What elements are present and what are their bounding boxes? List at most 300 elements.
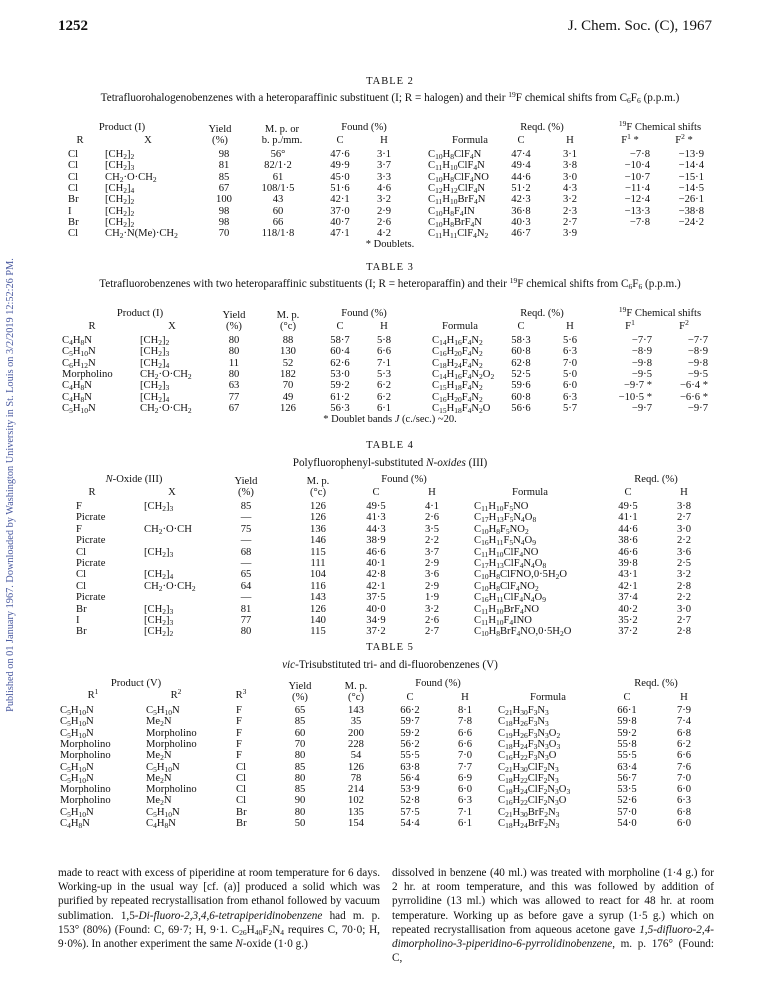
table-cell: F: [236, 727, 242, 739]
column-header: $R^3$: [235, 687, 247, 701]
table-cell: $C_{10}H_8BrF_4N$: [428, 216, 482, 229]
table-cell: $C_{15}H_{18}F_4N_2$: [432, 380, 483, 393]
table-cell: 130: [280, 346, 296, 358]
table-cell: 7·0: [676, 772, 692, 784]
column-header: Reqd. (%): [634, 678, 678, 689]
table-cell: $CH_2\cdot O\cdot CH_2$: [140, 368, 192, 381]
table-cell: 98: [218, 205, 230, 217]
table-cell: 54: [350, 750, 362, 762]
table-cell: 116: [310, 580, 326, 592]
table-cell: $C_{16}H_{11}ClF_4N_4O_9$: [474, 592, 546, 605]
column-header: C: [623, 692, 631, 703]
column-header: $F^2$ *: [675, 132, 693, 146]
table-cell: 57·5: [400, 806, 420, 818]
table-cell: −6·4 *: [679, 380, 708, 392]
table-cell: 43: [272, 194, 284, 206]
column-header: Reqd. (%): [634, 474, 678, 485]
table-cell: $[CH_2]_2$: [140, 335, 170, 347]
column-header: (%): [212, 135, 228, 146]
table-cell: 7·9: [676, 705, 692, 716]
table-cell: 111: [310, 558, 326, 569]
table-caption: Tetrafluorobenzenes with two heteroparaffinic substituents (I; R = heteroparaffin) and their $^{19}$F chemical shifts from $C_6F_6$ (p.p.m.): [99, 276, 681, 291]
table-cell: 60·8: [511, 346, 531, 358]
table-cell: 214: [348, 784, 364, 796]
table-cell: $C_{11}H_{11}ClF_4N_2$: [428, 228, 489, 241]
table-cell: 85: [294, 716, 306, 728]
table-cell: 7·1: [457, 806, 473, 818]
table-cell: 3·2: [376, 194, 392, 206]
column-header: (%): [238, 487, 254, 498]
table-cell: 3·2: [676, 569, 692, 581]
table-cell: 6·3: [562, 346, 578, 358]
column-header: $F^2$: [679, 318, 689, 332]
column-header: Formula: [452, 135, 488, 146]
column-header: N-Oxide (III): [105, 474, 163, 485]
table-cell: $[CH_2]_2$: [105, 149, 135, 161]
table-cell: 37·4: [618, 592, 638, 604]
table-cell: 59·2: [330, 380, 350, 392]
column-header: M. p.: [276, 310, 300, 321]
table-cell: $C_5H_{10}N$: [60, 772, 94, 785]
table-cell: 55·5: [400, 750, 420, 762]
table-cell: 51·6: [330, 182, 350, 194]
column-header: H: [380, 321, 388, 332]
table-cell: 88: [282, 335, 294, 346]
column-header: H: [380, 135, 388, 146]
table-cell: Cl: [236, 761, 247, 773]
table-cell: Morpholino: [146, 738, 197, 750]
table-cell: 3·1: [562, 149, 578, 160]
table-cell: $C_5H_{10}N$: [62, 402, 96, 415]
table-cell: 98: [218, 149, 230, 160]
table-footnote: * Doublet bands J (c./sec.) ~20.: [323, 414, 457, 425]
table-cell: 49·4: [511, 160, 531, 172]
column-header: Yield: [208, 124, 232, 135]
table-cell: 49·5: [366, 501, 386, 512]
table-cell: 4·1: [424, 501, 440, 512]
table-cell: 6·6: [457, 727, 473, 739]
table-cell: 3·7: [424, 546, 440, 558]
table-cell: 2·7: [676, 615, 692, 626]
table-cell: 77: [228, 391, 240, 403]
table-cell: 6·9: [457, 772, 473, 784]
table-cell: 228: [348, 738, 364, 750]
table-cell: 126: [310, 501, 326, 512]
table-cell: 80: [294, 750, 306, 762]
table-cell: 80: [294, 772, 306, 784]
table-cell: 38·9: [366, 535, 386, 547]
table-cell: 3·0: [676, 523, 692, 535]
table-cell: $Me_2N$: [146, 716, 172, 729]
table-cell: 43·1: [618, 569, 638, 581]
table-cell: 46·6: [366, 546, 386, 558]
table-cell: 56·3: [330, 402, 350, 414]
table-cell: −9·5: [631, 368, 652, 380]
table-cell: −26·1: [678, 194, 704, 206]
table-cell: 49·9: [330, 160, 350, 172]
table-cell: 39·8: [618, 558, 638, 569]
table-cell: −15·1: [678, 171, 704, 183]
table-cell: 81: [218, 160, 230, 172]
table-cell: 65: [294, 705, 306, 716]
table-cell: $C_{17}H_{13}ClF_4N_4O_8$: [474, 558, 547, 570]
table-cell: $C_{18}H_{26}F_3N_3$: [498, 716, 549, 729]
column-header: X: [144, 135, 152, 146]
table-cell: 36·8: [511, 205, 531, 217]
table-cell: 5·3: [376, 368, 392, 380]
table-cell: Cl: [236, 795, 247, 807]
table-cell: 6·2: [376, 391, 392, 403]
table-cell: 6·0: [676, 818, 692, 829]
column-header: (°c): [310, 487, 326, 498]
column-header: (°c): [348, 692, 364, 703]
table-cell: 6·0: [676, 784, 692, 796]
column-header: C: [372, 487, 380, 498]
table-cell: $[CH_2]_3$: [140, 380, 170, 393]
table-cell: $C_{11}H_{10}BrF_4N$: [428, 194, 486, 207]
table-cell: $C_5H_{10}N$: [60, 806, 94, 819]
table-cell: 37·5: [366, 592, 386, 604]
table-cell: 7·0: [457, 750, 473, 762]
table-cell: −7·7: [687, 335, 708, 346]
column-header: C: [336, 135, 344, 146]
table-cell: −9·7: [631, 402, 652, 414]
table-cell: 126: [310, 512, 326, 524]
table-cell: −10·4: [624, 160, 650, 172]
table-cell: 44·6: [618, 523, 638, 535]
column-header: C: [517, 321, 525, 332]
column-header: H: [566, 321, 574, 332]
table-cell: 53·0: [330, 368, 350, 380]
table-cell: 81: [240, 603, 252, 615]
table-cell: 5·0: [562, 368, 578, 380]
table-cell: $C_{17}H_{13}F_5N_4O_8$: [474, 512, 537, 525]
table-cell: $C_{10}H_8ClF_4N$: [428, 149, 482, 161]
table-cell: 6·6: [457, 738, 473, 750]
table-footnote: * Doublets.: [365, 239, 415, 250]
table-cell: 47·1: [330, 228, 350, 240]
column-header: M. p.: [306, 476, 330, 487]
table-cell: 59·6: [511, 380, 531, 392]
table-cell: 2·8: [676, 580, 692, 592]
table-cell: 61·2: [330, 391, 350, 403]
column-header: (%): [292, 692, 308, 703]
table-cell: $C_{10}H_8F_5NO_2$: [474, 523, 529, 536]
table-cell: —: [240, 535, 252, 547]
table-cell: 126: [310, 603, 326, 615]
table-cell: $C_{18}H_{24}ClF_2N_3O_3$: [498, 784, 571, 797]
table-cell: 3·5: [424, 523, 440, 535]
table-cell: 37·2: [366, 626, 386, 638]
table-cell: 66·2: [400, 705, 420, 716]
table-cell: Cl: [76, 546, 87, 558]
table-cell: 35: [350, 716, 362, 728]
table-cell: 70: [294, 738, 306, 750]
table-cell: 85: [218, 171, 230, 183]
column-header: C: [406, 692, 414, 703]
table-cell: 55·8: [617, 738, 637, 750]
table-cell: Morpholino: [60, 795, 111, 807]
table-cell: −11·4: [625, 182, 650, 194]
column-header: $R^2$: [170, 687, 182, 701]
table-cell: 108/1·5: [261, 182, 295, 194]
table-cell: 80: [294, 806, 306, 818]
table-cell: −9·7: [687, 402, 708, 414]
table-cell: 6·2: [676, 738, 692, 750]
table-cell: $[CH_2]_3$: [105, 160, 135, 173]
table-cell: 85: [294, 784, 306, 796]
column-header: (°c): [280, 321, 296, 332]
table-cell: Br: [68, 194, 79, 206]
column-header: Found (%): [341, 308, 387, 319]
table-cell: 7·4: [676, 716, 692, 728]
table-cell: 42·3: [511, 194, 531, 206]
table-cell: 6·0: [562, 380, 578, 392]
table-cell: 7·6: [676, 761, 692, 773]
table-cell: $Me_2N$: [146, 772, 172, 785]
table-cell: $C_{10}H_8ClF_4NO_2$: [474, 580, 539, 593]
column-header: Product (I): [116, 308, 164, 319]
table-cell: 143: [310, 592, 326, 604]
table-cell: 42·1: [618, 580, 638, 592]
table-cell: 78: [350, 772, 362, 784]
table-cell: Cl: [76, 569, 87, 581]
table-cell: —: [240, 592, 252, 604]
table-cell: $C_5H_{10}N$: [60, 727, 94, 740]
table-cell: 2·2: [676, 535, 692, 547]
table-cell: 2·7: [424, 626, 440, 638]
table-cell: $C_4H_8N$: [146, 818, 176, 830]
table-cell: 100: [216, 194, 232, 206]
table-cell: 6·1: [457, 818, 473, 829]
table-cell: −6·6 *: [679, 391, 708, 403]
table-cell: $C_{16}H_{22}F_3N_3O$: [498, 750, 557, 763]
table-cell: 64: [240, 580, 252, 592]
table-cell: 2·9: [424, 558, 440, 569]
table-cell: 146: [310, 535, 326, 547]
table-cell: $C_{10}H_8ClF_4NO$: [428, 171, 489, 184]
table-cell: 42·8: [366, 569, 386, 581]
table-cell: $C_{11}H_{10}F_5NO$: [474, 501, 529, 513]
table-cell: $C_5H_{10}N$: [60, 716, 94, 729]
table-cell: 80: [240, 626, 252, 638]
column-header: X: [168, 487, 176, 498]
table-cell: 2·7: [676, 512, 692, 524]
column-header: Formula: [530, 692, 566, 703]
column-header: H: [566, 135, 574, 146]
column-header: H: [461, 692, 469, 703]
table-caption: Polyfluorophenyl-substituted N-oxides (III): [292, 457, 488, 469]
column-header: C: [336, 321, 344, 332]
table-cell: 68: [240, 546, 252, 558]
table-cell: $C_{16}H_{11}F_5N_4O_9$: [474, 535, 536, 548]
table-cell: 56·6: [511, 402, 531, 414]
table-cell: −9·7 *: [623, 380, 652, 392]
table-cell: 38·6: [618, 535, 638, 547]
table-cell: 6·8: [676, 806, 692, 818]
table-cell: $C_{18}H_{22}ClF_2N_3$: [498, 772, 559, 785]
table-cell: 40·0: [366, 603, 386, 615]
table-cell: −38·8: [678, 205, 704, 217]
column-header: (%): [226, 321, 242, 332]
table-cell: 6·0: [457, 784, 473, 796]
column-header: H: [428, 487, 436, 498]
table-cell: $[CH_2]_2$: [105, 194, 135, 207]
table-cell: 3·9: [562, 228, 578, 240]
table-cell: 3·3: [376, 171, 392, 183]
column-header: C: [624, 487, 632, 498]
table-cell: 6·3: [676, 795, 692, 807]
table-cell: 6·3: [457, 795, 473, 807]
column-header: Yield: [288, 681, 312, 692]
table-cell: 3·2: [562, 194, 578, 206]
table-cell: Br: [76, 603, 87, 615]
table-cell: 65: [240, 569, 252, 581]
table-cell: 40·3: [511, 216, 531, 228]
table-cell: $C_{14}H_{16}F_4N_2$: [432, 335, 483, 347]
table-cell: 7·7: [457, 761, 473, 773]
table-cell: 56·7: [617, 772, 637, 784]
table-cell: 200: [348, 727, 364, 739]
table-cell: 7·1: [376, 357, 392, 369]
table-cell: 77: [240, 615, 252, 626]
table-cell: F: [236, 738, 242, 750]
table-cell: F: [76, 501, 82, 512]
table-cell: $C_5H_{10}N$: [60, 761, 94, 774]
table-cell: 3·6: [424, 569, 440, 581]
table-cell: $[CH_2]_3$: [144, 546, 174, 559]
table-cell: 53·9: [400, 784, 420, 796]
table-caption: Tetrafluorohalogenobenzenes with a heteroparaffinic substituent (I; R = halogen) and their $^{19}$F chemical shifts from $C_6F_6$ (p.p.m.): [100, 90, 680, 105]
table-cell: −7·7: [631, 335, 652, 346]
table-cell: Picrate: [76, 512, 106, 524]
table-cell: 62·6: [330, 357, 350, 369]
column-header: R: [76, 135, 84, 146]
table-cell: $[CH_2]_2$: [105, 205, 135, 218]
table-cell: 3·2: [424, 603, 440, 615]
column-header: M. p. or: [264, 124, 300, 135]
table-cell: F: [236, 716, 242, 728]
table-cell: Picrate: [76, 535, 106, 547]
table-cell: $C_5H_{10}N$: [146, 806, 180, 819]
table-cell: 98: [218, 216, 230, 228]
table-cell: $C_{18}H_{24}F_3N_3O_3$: [498, 738, 561, 751]
table-cell: $C_5H_{10}N$: [60, 705, 94, 717]
table-cell: $CH_2\cdot O\cdot CH_2$: [140, 402, 192, 415]
table-cell: I: [68, 205, 72, 217]
table-cell: 44·6: [511, 171, 531, 183]
table-cell: Br: [236, 818, 247, 829]
table-cell: Cl: [68, 182, 79, 194]
table-cell: 57·0: [617, 806, 637, 818]
table-cell: Morpholino: [60, 784, 111, 796]
table-cell: Cl: [236, 772, 247, 784]
column-header: M. p.: [344, 681, 368, 692]
table-cell: $Me_2N$: [146, 795, 172, 808]
table-cell: $[CH_2]_3$: [140, 346, 170, 359]
table-cell: $[CH_2]_2$: [105, 216, 135, 229]
table-cell: −7·8: [629, 216, 650, 228]
table-cell: $C_{16}H_{22}ClF_2N_3O$: [498, 795, 567, 808]
table-cell: 56°: [270, 149, 286, 160]
table-cell: 67: [218, 182, 230, 194]
table-cell: F: [76, 523, 82, 535]
table-cell: 143: [348, 705, 364, 716]
table-caption: vic-Trisubstituted tri- and di-fluorobenzenes (V): [282, 659, 498, 671]
table-cell: F: [236, 705, 242, 716]
column-header: $F^1$ *: [621, 132, 639, 146]
table-cell: Cl: [68, 171, 79, 183]
table-cell: 90: [294, 795, 306, 807]
table-cell: 6·6: [376, 346, 392, 358]
table-cell: $CH_2\cdot O\cdot CH$: [144, 523, 192, 536]
column-header: Formula: [512, 487, 548, 498]
table-cell: 54·4: [400, 818, 420, 829]
table-cell: —: [240, 512, 252, 524]
table-label: TABLE 4: [366, 440, 414, 451]
table-cell: $C_{10}H_8BrF_4NO,0\cdot 5H_2O$: [474, 626, 572, 639]
table-cell: 47·6: [330, 149, 350, 160]
table-cell: 115: [310, 626, 326, 638]
table-cell: 80: [228, 368, 240, 380]
column-header: R: [88, 321, 96, 332]
table-cell: −10·5 *: [618, 391, 652, 403]
table-cell: 1·9: [424, 592, 440, 604]
table-cell: 82/1·2: [264, 160, 292, 172]
table-cell: 37·2: [618, 626, 638, 638]
table-cell: Picrate: [76, 592, 106, 604]
table-cell: $[CH_2]_2$: [144, 626, 174, 639]
table-cell: $C_{11}H_{10}F_4INO$: [474, 615, 532, 627]
table-cell: 85: [294, 761, 306, 773]
table-cell: −8·9: [631, 346, 652, 358]
table-cell: 40·2: [618, 603, 638, 615]
table-cell: 115: [310, 546, 326, 558]
table-cell: 4·2: [376, 228, 392, 240]
table-cell: 6·6: [676, 750, 692, 762]
table-cell: F: [236, 750, 242, 762]
table-cell: $C_{21}H_{30}ClF_2N_3$: [498, 761, 559, 774]
table-cell: 41·3: [366, 512, 386, 524]
table-cell: $C_{10}H_8ClFNO,0\cdot 5H_2O$: [474, 569, 568, 582]
table-cell: 2·9: [424, 580, 440, 592]
table-cell: 11: [228, 357, 240, 369]
table-cell: 70: [282, 380, 294, 392]
column-header: Product (I): [98, 122, 146, 133]
table-cell: 6·2: [376, 380, 392, 392]
column-header: C: [517, 135, 525, 146]
column-header: $^{19}$F Chemical shifts: [618, 119, 702, 133]
table-cell: $C_{11}H_{10}BrF_4NO$: [474, 603, 540, 616]
table-cell: $C_5H_{10}N$: [146, 705, 180, 717]
table-cell: I: [76, 615, 80, 626]
column-header: Reqd. (%): [520, 308, 564, 319]
table-cell: 55·5: [617, 750, 637, 762]
table-cell: 2·7: [562, 216, 578, 228]
column-header: $F^1$: [625, 318, 635, 332]
table-cell: 67: [228, 402, 240, 414]
table-cell: 2·2: [424, 535, 440, 547]
table-cell: 60·8: [511, 391, 531, 403]
table-cell: 42·1: [330, 194, 350, 206]
table-cell: −13·9: [678, 149, 704, 160]
table-cell: 2·9: [376, 205, 392, 217]
table-cell: 49: [282, 391, 294, 403]
table-cell: $Me_2N$: [146, 750, 172, 763]
table-cell: 52·8: [400, 795, 420, 807]
table-cell: Picrate: [76, 558, 106, 569]
table-cell: −8·9: [687, 346, 708, 358]
